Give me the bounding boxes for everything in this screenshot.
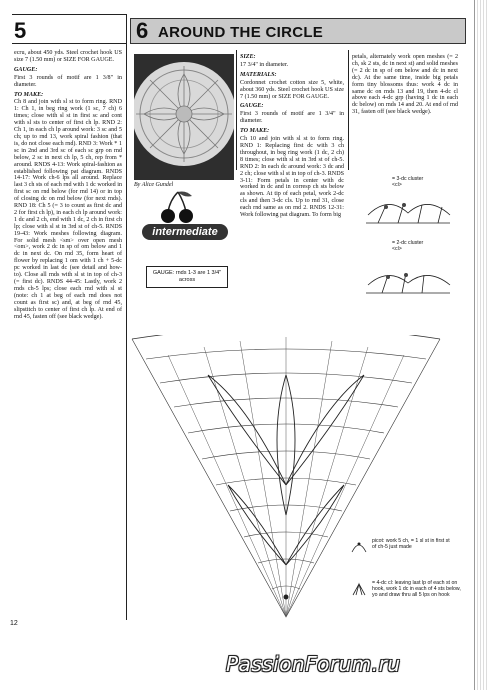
cherries-icon bbox=[158, 190, 198, 224]
header-rule-left bbox=[12, 43, 126, 44]
col1-make-heading: TO MAKE: bbox=[14, 91, 44, 98]
col1-gauge-text: First 3 rounds of motif are 1 3/8" in diameter. bbox=[14, 74, 122, 88]
skill-level-badge: intermediate bbox=[142, 224, 228, 240]
legend-3dc-cluster: = 3-dc cluster <cl> bbox=[392, 176, 424, 188]
gauge-box: GAUGE: rnds 1-3 are 1 3/4" across bbox=[146, 266, 228, 288]
col3-materials-text: Cordonnet crochet cotton size 5, white, about 360 yds. Steel crochet hook US size 7 (1.50 mm) or SIZE FOR GAUGE. bbox=[240, 79, 344, 100]
crochet-chart-diagram bbox=[128, 335, 444, 620]
col1-make-text: Ch 8 and join with sl st to form ring. RND 1: Ch 1, in beg ring work (1 sc, 7 ch) 6 times; close with sl st in first sc and cont with sl sts to center of first ch lp. RND 2: Ch 1, in each ch lp around work: 3 sc and 5 ch; up to rnd 13, work spiral fashion (that is, do not close each rnd). RND 3: Work * 1 sc in 2nd and 3rd sc of each sc grp on rnd below, 2 sc in next ch lp, 5 ch, rep from * around. RNDS 4-13: Work spiral-fashion as established following pat diagram. RNDS 14-17: Work ch-6 lps all around. Replace last 3 ch sts of each rnd with 1 dc worked in first sc on rnd below (for rnd 14) or in top of closing dc on rnd below (for next rnds). RND 18: Ch 5 (= 3 to count as first dc and 2 for first ch lp), in each ch lp around work: 1 dc and 2 ch, end with 1 dc, 2 ch in first ch lp; close with sl st in 3rd st of ch-5. RNDS 19-43: Work meshes following diagram. For solid mesh <sm> over open mesh <om>, work 2 dc in sp of om below and 1 dc in next dc. On rnd 35, form heart of flower by replacing 1 om with 1 ch + 5-dc pc worked in last dc (see detail and how-to). Close all rnds with sl st in top of ch-3 (= first dc). RNDS 44-45: Lastly, work 2 rnds ch-5 lps; close each rnd with sl st (note: ch 1 at beg of each rnd does not count as first sc) and, at beg of rnd 45, slipstitch to center of first ch lp. At end of rnd 45, fasten off (see black wedge). bbox=[14, 99, 122, 320]
photo-credit: By Alice Gundel bbox=[134, 182, 174, 188]
col3-make-heading: TO MAKE: bbox=[240, 128, 270, 135]
doily-photo bbox=[134, 54, 234, 180]
column-divider-mid bbox=[236, 50, 237, 170]
col3-gauge-text: First 3 rounds of motif are 1 3/4" in diameter. bbox=[240, 111, 344, 125]
site-watermark: PassionForum.ru bbox=[226, 652, 401, 676]
col3-gauge-heading: GAUGE: bbox=[240, 103, 264, 110]
col1-intro: ecru, about 450 yds. Steel crochet hook US size 7 (1.50 mm) or SIZE FOR GAUGE. bbox=[14, 50, 122, 63]
column-divider-right bbox=[348, 50, 349, 170]
column-4 bbox=[352, 54, 458, 117]
column-1 bbox=[14, 50, 122, 321]
legend-picot: picot: work 5 ch, = 1 sl st in first st of ch-5 just made bbox=[372, 538, 450, 550]
col1-gauge-heading: GAUGE: bbox=[14, 66, 38, 73]
col3-materials-heading: MATERIALS: bbox=[240, 71, 277, 78]
legend-4dc-cluster: = 4-dc cl: leaving last lp of each st on hook, work 1 dc in each of 4 sts below, yo and draw thru all 5 lps on hook bbox=[372, 580, 461, 598]
col3-size-text: 17 3/4" in diameter. bbox=[240, 61, 289, 68]
top-rule-left bbox=[12, 14, 126, 15]
col3-make-text: Ch 10 and join with sl st to form ring. RND 1: Replacing first dc with 3 ch throughout, in beg ring work (1 dc, 2 ch) 8 times; close with sl st in 3rd st of ch-5. RND 2: In each dc around work: 3 dc and 2 ch; close with sl st in top of ch-3. RNDS 3-11: Form petals in center with dc worked in dc and in corresp ch sts below as shown. At tip of each petal, work 2-dc cls and then 3-dc cls. Up to rnd 31, close each rnd same as on rnd 2. RNDS 12-31: Work following pat diagram. To form big bbox=[240, 136, 344, 219]
page-number: 12 bbox=[10, 620, 18, 627]
pattern-number: 6 bbox=[136, 18, 149, 43]
page-title: AROUND THE CIRCLE bbox=[158, 24, 324, 41]
doily-photo-art bbox=[134, 54, 234, 180]
cluster-symbol-icon bbox=[350, 582, 368, 596]
col3-size-heading: SIZE: bbox=[240, 54, 256, 60]
col4-text: petals, alternately work open meshes (= 2 ch, sk 2 sts, dc in next st) and solid meshes (= 2 dc in sp of om below and dc in next dc). At the same time, inside big petals form tiny blossoms thus: work 4 dc in same dc on rnds 13 and 19, then 4-dc cl above each 4-dc grp (having 1 dc in each dc below) on rnds 14 and 20. At end of rnd 31, fasten off (see black wedge). bbox=[352, 54, 458, 116]
column-3 bbox=[240, 54, 344, 220]
prev-pattern-number: 5 bbox=[14, 18, 27, 43]
column-divider-left bbox=[126, 14, 127, 620]
legend-2dc-cluster: = 2-dc cluster <cl> bbox=[392, 240, 424, 252]
page-edge bbox=[474, 0, 487, 690]
stitch-detail-illustrations bbox=[358, 175, 458, 335]
picot-symbol-icon bbox=[350, 540, 368, 554]
